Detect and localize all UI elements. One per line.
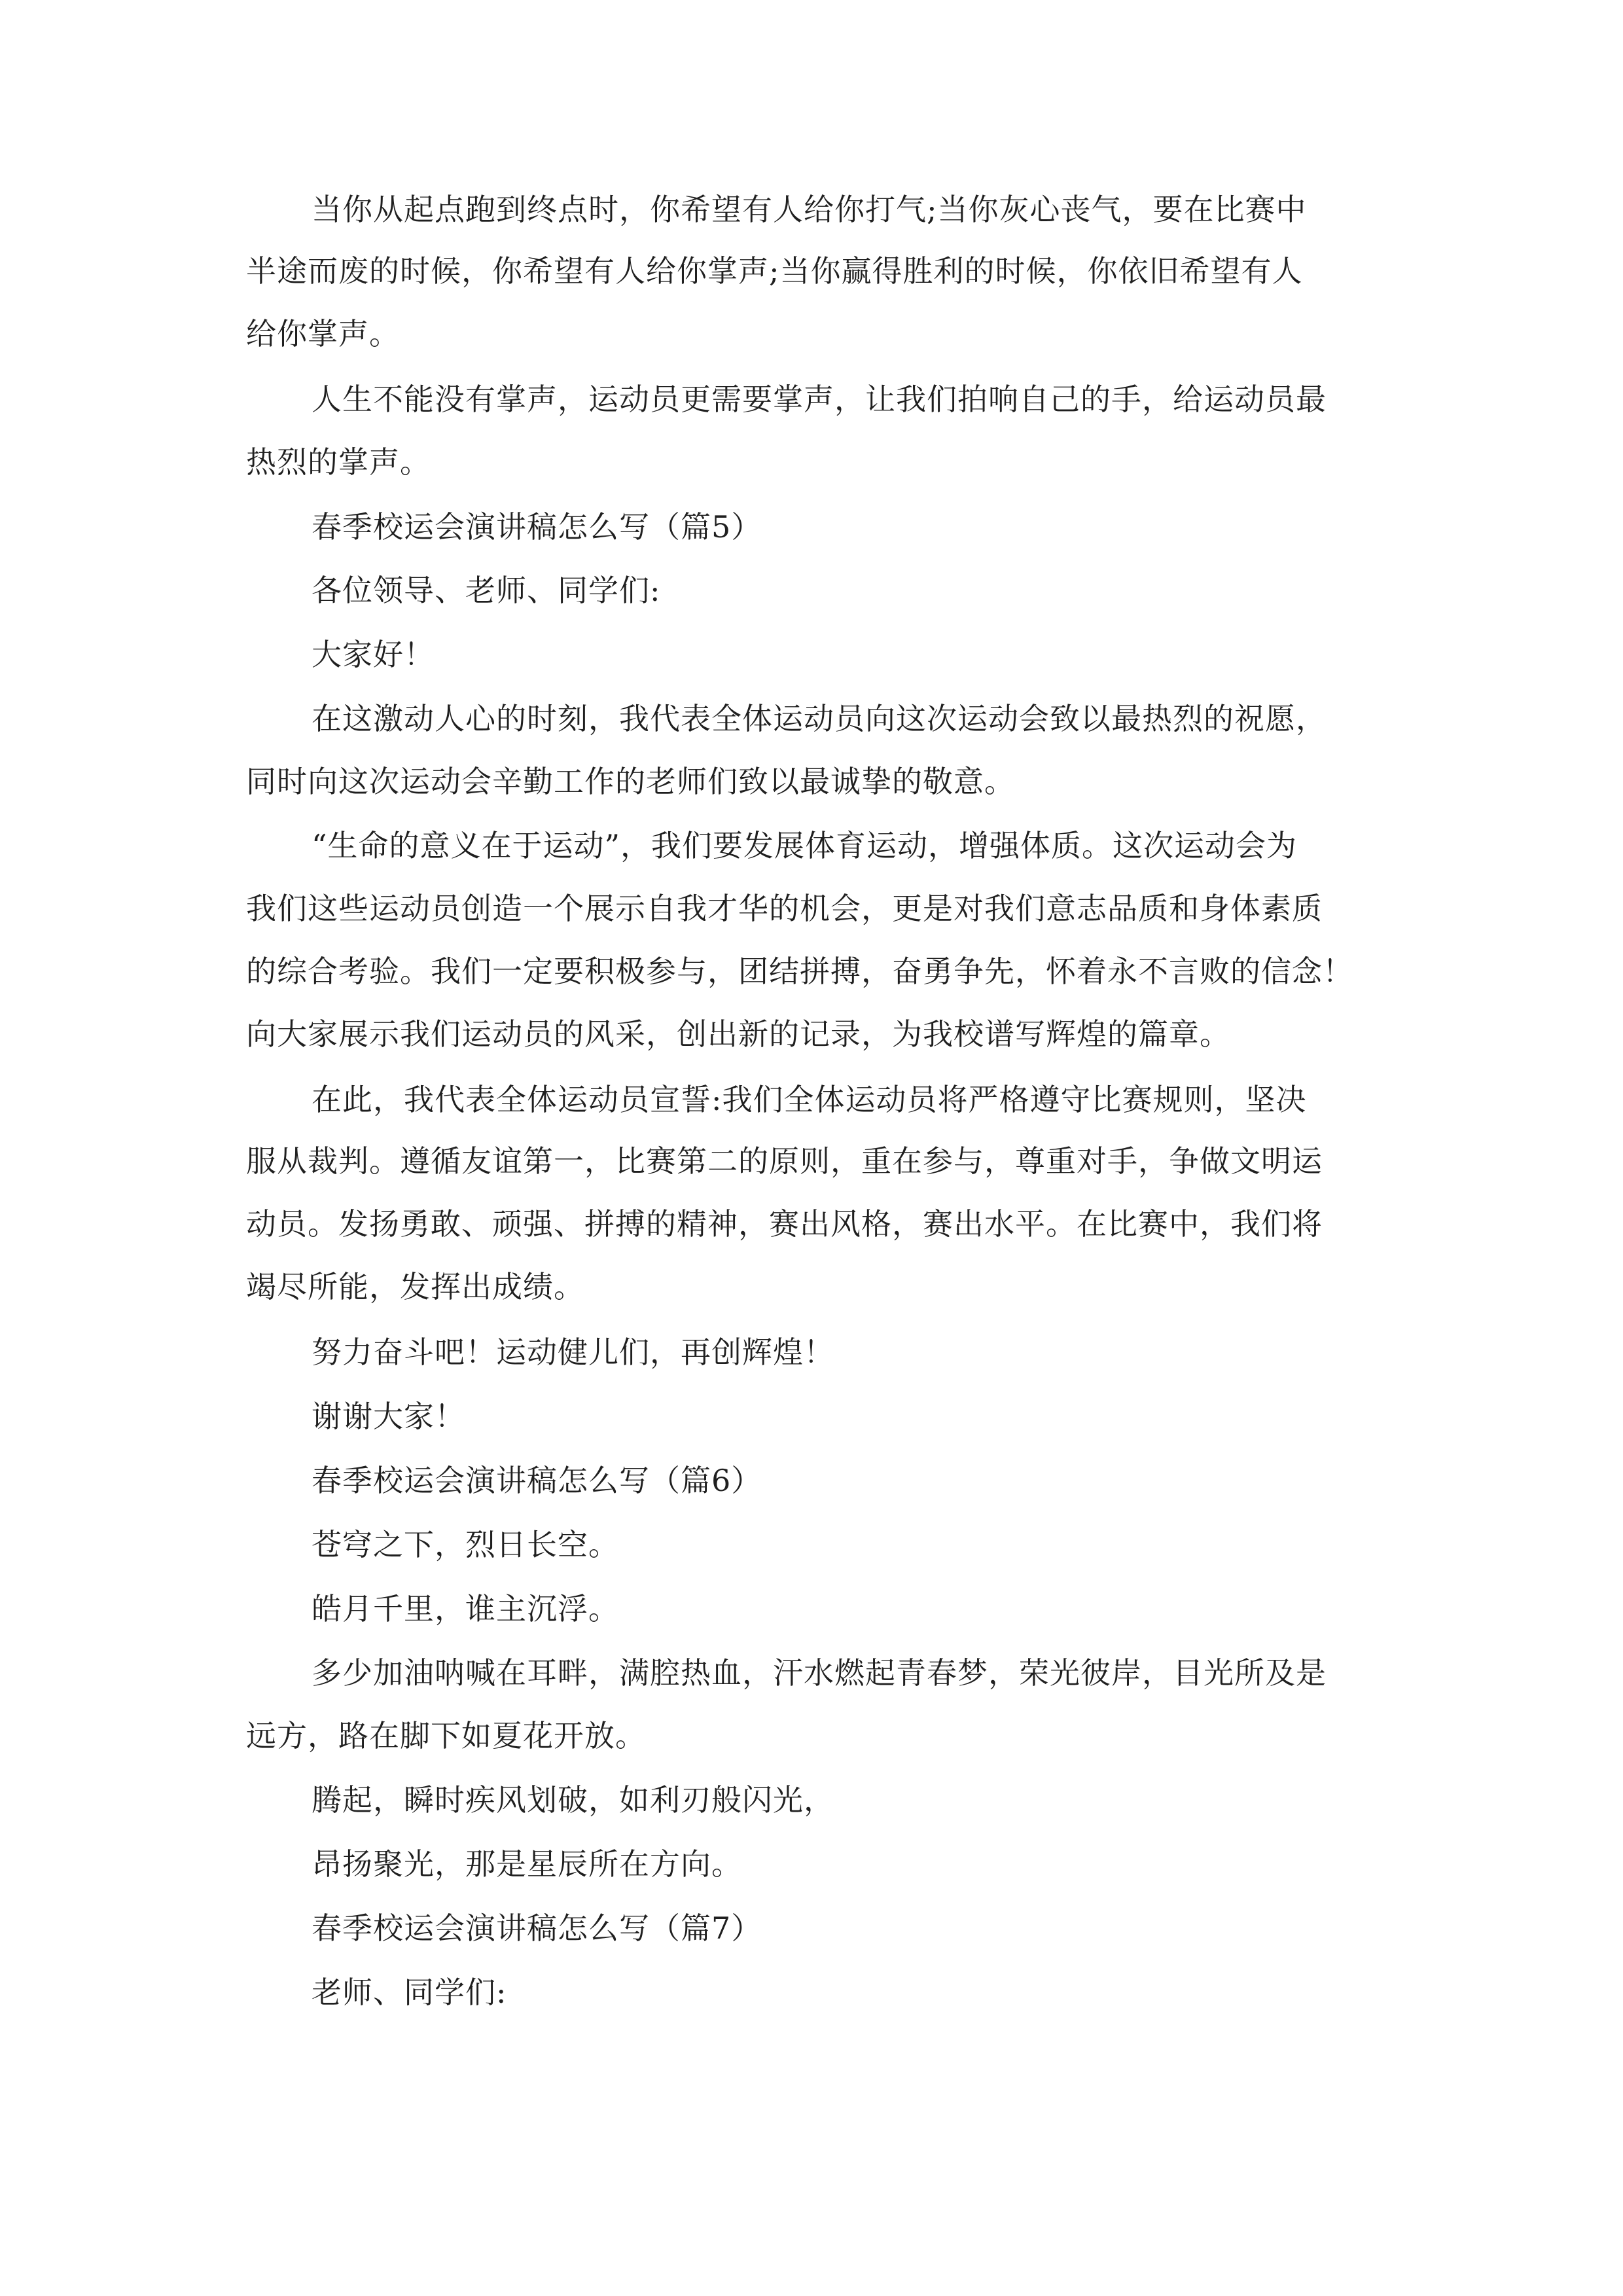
text-line: 半途而废的时候，你希望有人给你掌声;当你赢得胜利的时候，你依旧希望有人 [246,253,1303,289]
text-line: 腾起，瞬时疾风划破，如利刃般闪光， [312,1782,834,1818]
text-line: 的综合考验。我们一定要积极参与，团结拼搏，奋勇争先，怀着永不言败的信念！ [246,954,1353,989]
text-line: 春季校运会演讲稿怎么写（篇6） [312,1463,762,1498]
text-line: 各位领导、老师、同学们: [312,573,661,608]
text-line: 动员。发扬勇敢、顽强、拼搏的精神，赛出风格，赛出水平。在比赛中，我们将 [246,1206,1323,1242]
text-line: 我们这些运动员创造一个展示自我才华的机会，更是对我们意志品质和身体素质 [246,891,1323,926]
text-line: 服从裁判。遵循友谊第一，比赛第二的原则，重在参与，尊重对手，争做文明运 [246,1143,1323,1179]
text-line: 在这激动人心的时刻，我代表全体运动员向这次运动会致以最热烈的祝愿， [312,701,1327,736]
text-line: 向大家展示我们运动员的风采，创出新的记录，为我校谱写辉煌的篇章。 [246,1016,1230,1052]
text-line: 竭尽所能，发挥出成绩。 [246,1269,584,1304]
text-line: 在此，我代表全体运动员宣誓:我们全体运动员将严格遵守比赛规则，坚决 [312,1082,1307,1117]
text-line: 皓月千里，谁主沉浮。 [312,1591,619,1626]
text-line: 多少加油呐喊在耳畔，满腔热血，汗水燃起青春梦，荣光彼岸，目光所及是 [312,1655,1327,1691]
text-line: 热烈的掌声。 [246,444,431,480]
text-line: 人生不能没有掌声，运动员更需要掌声，让我们拍响自己的手，给运动员最 [312,382,1327,417]
text-line: 谢谢大家！ [312,1399,465,1434]
text-line: 昂扬聚光，那是星辰所在方向。 [312,1846,742,1882]
text-line: “生命的意义在于运动”，我们要发展体育运动，增强体质。这次运动会为 [312,828,1298,863]
text-line: 春季校运会演讲稿怎么写（篇5） [312,509,762,545]
text-line: 努力奋斗吧！运动健儿们，再创辉煌！ [312,1335,834,1370]
text-line: 给你掌声。 [246,316,400,351]
text-line: 远方，路在脚下如夏花开放。 [246,1718,646,1753]
text-line: 大家好！ [312,637,435,672]
text-line: 苍穹之下，烈日长空。 [312,1527,619,1562]
text-line: 当你从起点跑到终点时，你希望有人给你打气;当你灰心丧气，要在比赛中 [312,192,1307,227]
text-line: 老师、同学们: [312,1975,507,2010]
text-line: 同时向这次运动会辛勤工作的老师们致以最诚挚的敬意。 [246,764,1015,799]
text-line: 春季校运会演讲稿怎么写（篇7） [312,1910,762,1946]
